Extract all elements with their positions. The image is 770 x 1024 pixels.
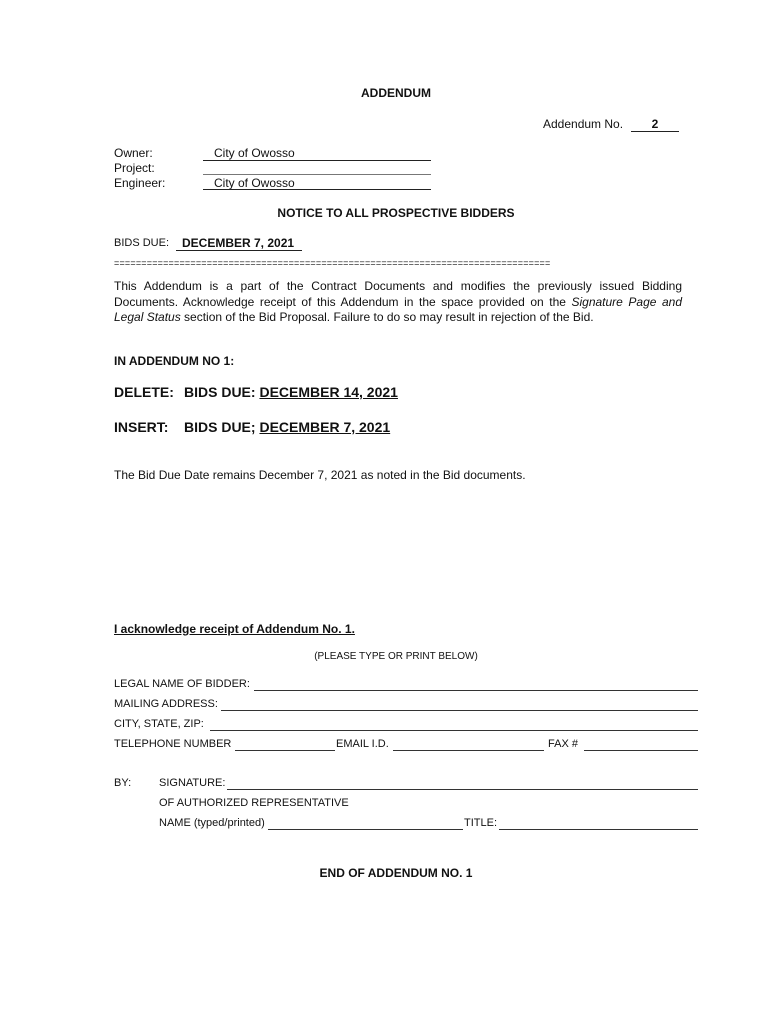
notice-heading: NOTICE TO ALL PROSPECTIVE BIDDERS (277, 206, 515, 220)
city-state-zip-label: CITY, STATE, ZIP: (114, 718, 204, 730)
intro-text-part1: This Addendum is a part of the Contract Documents and modifies the previously issued Bidding Documents. Acknowledge receipt of this Addendum in the space provided on the (114, 279, 682, 309)
delete-date: DECEMBER 14, 2021 (259, 384, 398, 400)
fax-label: FAX # (548, 738, 578, 750)
engineer-underline (203, 189, 431, 190)
intro-text-italic: Signature Page and Legal Status (114, 294, 682, 324)
bid-due-remains-note: The Bid Due Date remains December 7, 2021 as noted in the Bid documents. (114, 468, 526, 482)
project-underline (203, 174, 431, 175)
delete-text: BIDS DUE: (184, 384, 260, 400)
email-field[interactable] (393, 750, 544, 751)
telephone-label: TELEPHONE NUMBER (114, 738, 232, 750)
owner-value: City of Owosso (214, 146, 295, 160)
owner-label: Owner: (114, 146, 153, 160)
title-label: TITLE: (464, 817, 498, 829)
addendum-number-label: Addendum No. (543, 117, 624, 131)
bids-due-label: BIDS DUE: (114, 237, 170, 249)
engineer-value: City of Owosso (214, 176, 295, 190)
mailing-address-label: MAILING ADDRESS: (114, 698, 218, 710)
insert-content (184, 419, 390, 435)
in-addendum-heading: IN ADDENDUM NO 1: (114, 354, 235, 368)
signature-label: SIGNATURE: (159, 777, 226, 789)
insert-date: DECEMBER 7, 2021 (259, 419, 391, 435)
signature-field[interactable] (227, 789, 698, 790)
addendum-number-underline (631, 131, 679, 132)
title-field[interactable] (499, 829, 698, 830)
telephone-field[interactable] (235, 750, 335, 751)
city-state-zip-field[interactable] (210, 730, 698, 731)
legal-name-field[interactable] (254, 690, 698, 691)
fax-field[interactable] (584, 750, 698, 751)
by-label: BY: (114, 777, 132, 789)
email-label: EMAIL I.D. (336, 738, 389, 750)
engineer-label: Engineer: (114, 176, 166, 190)
separator-line: ================================================================================ (114, 258, 551, 268)
delete-content (184, 384, 398, 400)
addendum-number-value: 2 (651, 117, 659, 131)
print-instruction: (PLEASE TYPE OR PRINT BELOW) (314, 651, 478, 662)
intro-paragraph (114, 279, 682, 326)
insert-text: BIDS DUE; (184, 419, 260, 435)
mailing-address-field[interactable] (221, 710, 698, 711)
authorized-representative-label: OF AUTHORIZED REPRESENTATIVE (159, 797, 349, 809)
name-typed-label: NAME (typed/printed) (159, 817, 265, 829)
document-title: ADDENDUM (361, 86, 431, 100)
project-label: Project: (114, 161, 155, 175)
bids-due-underline (176, 250, 302, 251)
insert-label: INSERT: (114, 419, 169, 435)
acknowledge-heading: I acknowledge receipt of Addendum No. 1. (114, 622, 355, 636)
bids-due-value: DECEMBER 7, 2021 (182, 236, 295, 250)
name-typed-field[interactable] (268, 829, 463, 830)
delete-label: DELETE: (114, 384, 174, 400)
legal-name-label: LEGAL NAME OF BIDDER: (114, 678, 250, 690)
owner-underline (203, 160, 431, 161)
end-of-addendum: END OF ADDENDUM NO. 1 (319, 866, 473, 880)
intro-text-part2: section of the Bid Proposal. Failure to do so may result in rejection of the Bid. (180, 310, 594, 324)
